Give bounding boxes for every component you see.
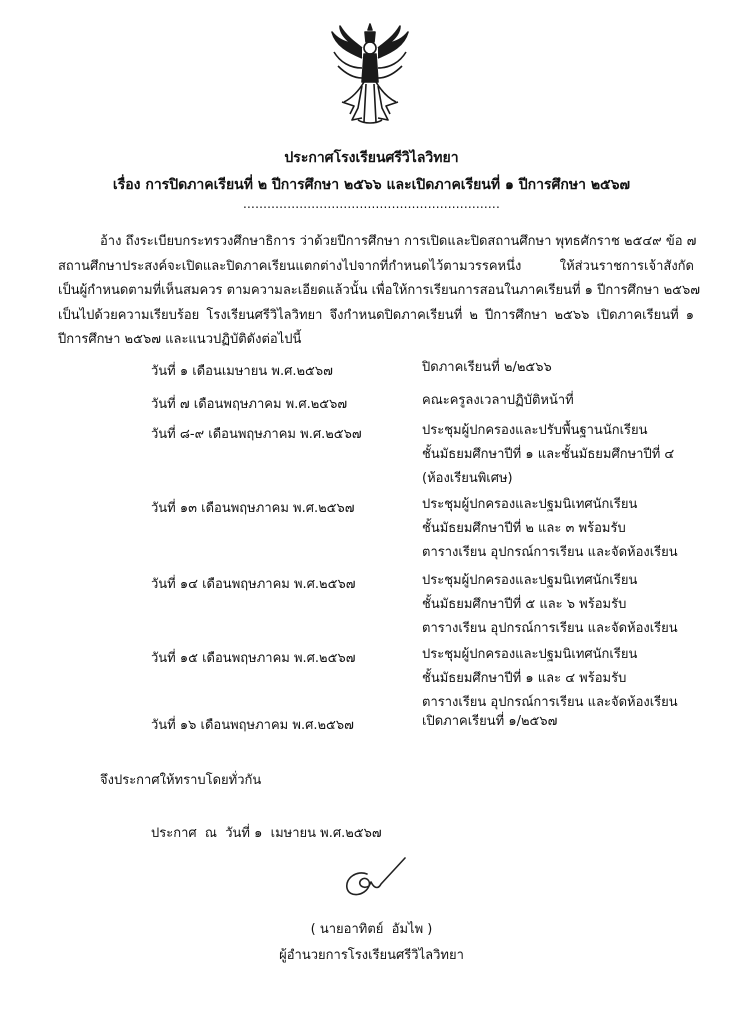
signer-name: ( นายอาทิตย์ อัมไพ ): [310, 922, 433, 937]
activity-line: ตารางเรียน อุปกรณ์การเรียน และจัดห้องเรียน: [422, 621, 678, 636]
title-separator: ................................................................: [243, 197, 500, 211]
body-line: สถานศึกษาประสงค์จะเปิดและปิดภาคเรียนแตกต่างไปจากที่กำหนดไว้ตามวรรคหนึ่ง ให้ส่วนราชการเจ้าสังกัด: [58, 258, 694, 274]
body-line: ปีการศึกษา ๒๕๖๗ และแนวปฏิบัติดังต่อไปนี้: [58, 332, 302, 347]
garuda-emblem-icon: [328, 22, 412, 126]
activity-line: ประชุมผู้ปกครองและปฐมนิเทศนักเรียน: [422, 573, 638, 588]
activity-line: คณะครูลงเวลาปฏิบัติหน้าที่: [422, 393, 574, 408]
body-line: อ้าง ถึงระเบียบกระทรวงศึกษาธิการ ว่าด้วยปีการศึกษา การเปิดและปิดสถานศึกษา พุทธศักราช ๒๕๔๙ ข้อ ๗: [100, 234, 697, 249]
activity-line: ปิดภาคเรียนที่ ๒/๒๕๖๖: [422, 360, 552, 375]
activity-line: ชั้นมัธยมศึกษาปีที่ ๕ และ ๖ พร้อมรับ: [422, 597, 627, 612]
activity-line: ประชุมผู้ปกครองและปฐมนิเทศนักเรียน: [422, 647, 638, 662]
schedule-activity: [422, 389, 574, 413]
schedule-activity: [422, 493, 678, 565]
schedule-activity: [422, 569, 678, 641]
schedule-date: วันที่ ๑๔ เดือนพฤษภาคม พ.ศ.๒๕๖๗: [151, 577, 356, 592]
activity-line: เปิดภาคเรียนที่ ๑/๒๕๖๗: [422, 714, 558, 729]
activity-line: ชั้นมัธยมศึกษาปีที่ ๑ และชั้นมัธยมศึกษาปีที่ ๔: [422, 447, 675, 462]
announcement-date: ประกาศ ณ วันที่ ๑ เมษายน พ.ศ.๒๕๖๗: [151, 826, 382, 841]
body-line: เป็นไปด้วยความเรียบร้อย โรงเรียนศรีวิไลวิทยา จึงกำหนดปิดภาคเรียนที่ ๒ ปีการศึกษา ๒๕๖๖ เปิดภาคเรียนที่ ๑: [58, 307, 694, 323]
announcement-title: ประกาศโรงเรียนศรีวิไลวิทยา: [284, 150, 459, 166]
schedule-date: วันที่ ๘-๙ เดือนพฤษภาคม พ.ศ.๒๕๖๗: [151, 427, 362, 442]
signer-position: ผู้อำนวยการโรงเรียนศรีวิไลวิทยา: [279, 948, 464, 963]
schedule-date: วันที่ ๑ เดือนเมษายน พ.ศ.๒๕๖๗: [151, 364, 333, 379]
schedule-date: วันที่ ๑๕ เดือนพฤษภาคม พ.ศ.๒๕๖๗: [151, 651, 356, 666]
activity-line: ชั้นมัธยมศึกษาปีที่ ๑ และ ๔ พร้อมรับ: [422, 671, 627, 686]
activity-line: ประชุมผู้ปกครองและปรับพื้นฐานนักเรียน: [422, 423, 648, 438]
schedule-date: วันที่ ๑๓ เดือนพฤษภาคม พ.ศ.๒๕๖๗: [151, 501, 355, 516]
body-paragraph: [58, 230, 701, 353]
activity-line: ชั้นมัธยมศึกษาปีที่ ๒ และ ๓ พร้อมรับ: [422, 521, 626, 536]
schedule-activity: [422, 356, 552, 380]
schedule-activity: [422, 710, 557, 734]
schedule-date: วันที่ ๑๖ เดือนพฤษภาคม พ.ศ.๒๕๖๗: [151, 718, 354, 733]
schedule-activity: [422, 419, 674, 491]
activity-line: ตารางเรียน อุปกรณ์การเรียน และจัดห้องเรียน: [422, 695, 678, 710]
schedule-date: วันที่ ๗ เดือนพฤษภาคม พ.ศ.๒๕๖๗: [151, 397, 348, 412]
activity-line: (ห้องเรียนพิเศษ): [422, 471, 513, 486]
schedule-activity: [422, 643, 678, 715]
body-line: เป็นผู้กำหนดตามที่เห็นสมควร ตามความละเอียดแล้วนั้น เพื่อให้การเรียนการสอนในภาคเรียนที่ ๑ ปีการศึกษา ๒๕๖๗: [58, 283, 701, 298]
activity-line: ตารางเรียน อุปกรณ์การเรียน และจัดห้องเรียน: [422, 545, 678, 560]
closing-text: จึงประกาศให้ทราบโดยทั่วกัน: [100, 773, 262, 788]
activity-line: ประชุมผู้ปกครองและปฐมนิเทศนักเรียน: [422, 497, 638, 512]
signature-icon: [335, 856, 415, 902]
announcement-subject: เรื่อง การปิดภาคเรียนที่ ๒ ปีการศึกษา ๒๕๖๖ และเปิดภาคเรียนที่ ๑ ปีการศึกษา ๒๕๖๗: [112, 177, 631, 193]
